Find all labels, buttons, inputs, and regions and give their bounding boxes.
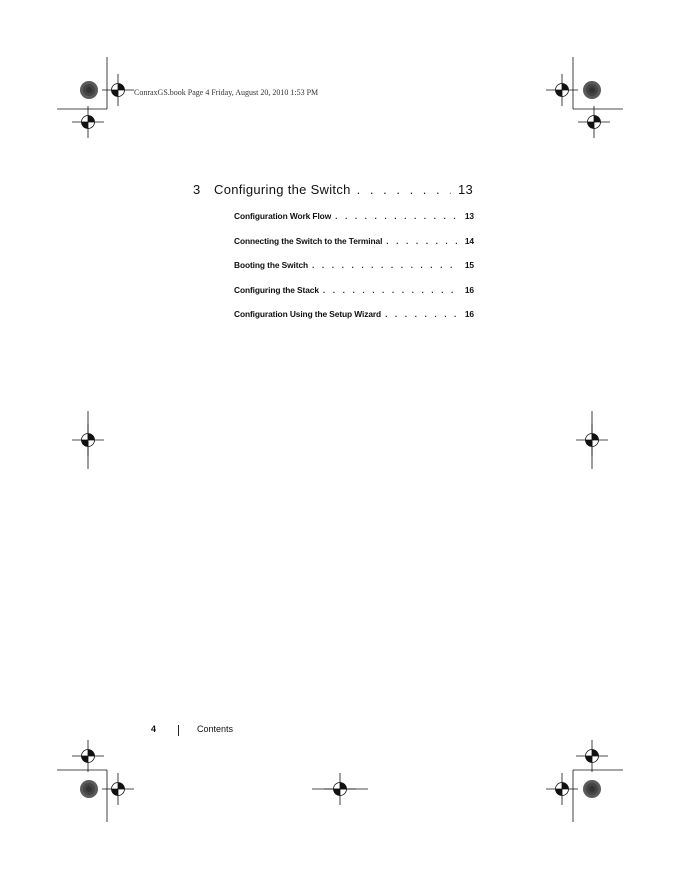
footer-page-number: 4 bbox=[151, 724, 157, 734]
chapter-title: Configuring the Switch bbox=[214, 182, 351, 197]
registration-mark-bottom-left-upper bbox=[72, 740, 104, 772]
chapter-page-number: 13 bbox=[457, 182, 473, 197]
registration-mark-middle-right bbox=[576, 424, 608, 456]
toc-entry-page: 14 bbox=[464, 235, 474, 246]
footer-divider bbox=[178, 725, 179, 736]
dot-leader bbox=[357, 182, 451, 197]
toc-entry[interactable] bbox=[234, 309, 474, 334]
toc-chapter-entry[interactable] bbox=[193, 182, 473, 202]
footer-section-label: Contents bbox=[197, 724, 234, 734]
dot-leader bbox=[312, 260, 458, 270]
registration-mark-middle-left bbox=[72, 424, 104, 456]
dot-leader bbox=[335, 211, 458, 221]
dot-leader bbox=[385, 309, 458, 319]
color-disk-top-left bbox=[80, 81, 98, 99]
registration-mark-top-left-lower bbox=[72, 106, 104, 138]
color-disk-top-right bbox=[583, 81, 601, 99]
toc-entry-title: Connecting the Switch to the Terminal bbox=[234, 235, 383, 246]
toc-entry-title: Configuration Using the Setup Wizard bbox=[234, 309, 382, 320]
print-header-file-info: ConraxGS.book Page 4 Friday, August 20, 2010 1:53 PM bbox=[134, 88, 319, 97]
registration-mark-top-right-lower bbox=[578, 106, 610, 138]
color-disk-bottom-left bbox=[80, 780, 98, 798]
toc-entry-page: 15 bbox=[464, 260, 474, 271]
toc-entry-title: Booting the Switch bbox=[234, 260, 309, 271]
toc-entry[interactable] bbox=[234, 236, 474, 261]
toc-entry-page: 13 bbox=[464, 211, 474, 221]
registration-mark-bottom-right-upper bbox=[576, 740, 608, 772]
toc-entry-title: Configuration Work Flow bbox=[234, 211, 332, 221]
dot-leader bbox=[386, 236, 458, 246]
toc-section-list bbox=[234, 211, 474, 334]
toc-entry-page: 16 bbox=[464, 284, 474, 295]
color-disk-bottom-right bbox=[583, 780, 601, 798]
toc-entry-page: 16 bbox=[464, 309, 474, 320]
toc-entry[interactable] bbox=[234, 285, 474, 310]
toc-entry[interactable] bbox=[234, 211, 474, 236]
chapter-number: 3 bbox=[193, 182, 201, 197]
toc-entry[interactable] bbox=[234, 260, 474, 285]
dot-leader bbox=[323, 285, 458, 295]
toc-entry-title: Configuring the Stack bbox=[234, 284, 319, 295]
